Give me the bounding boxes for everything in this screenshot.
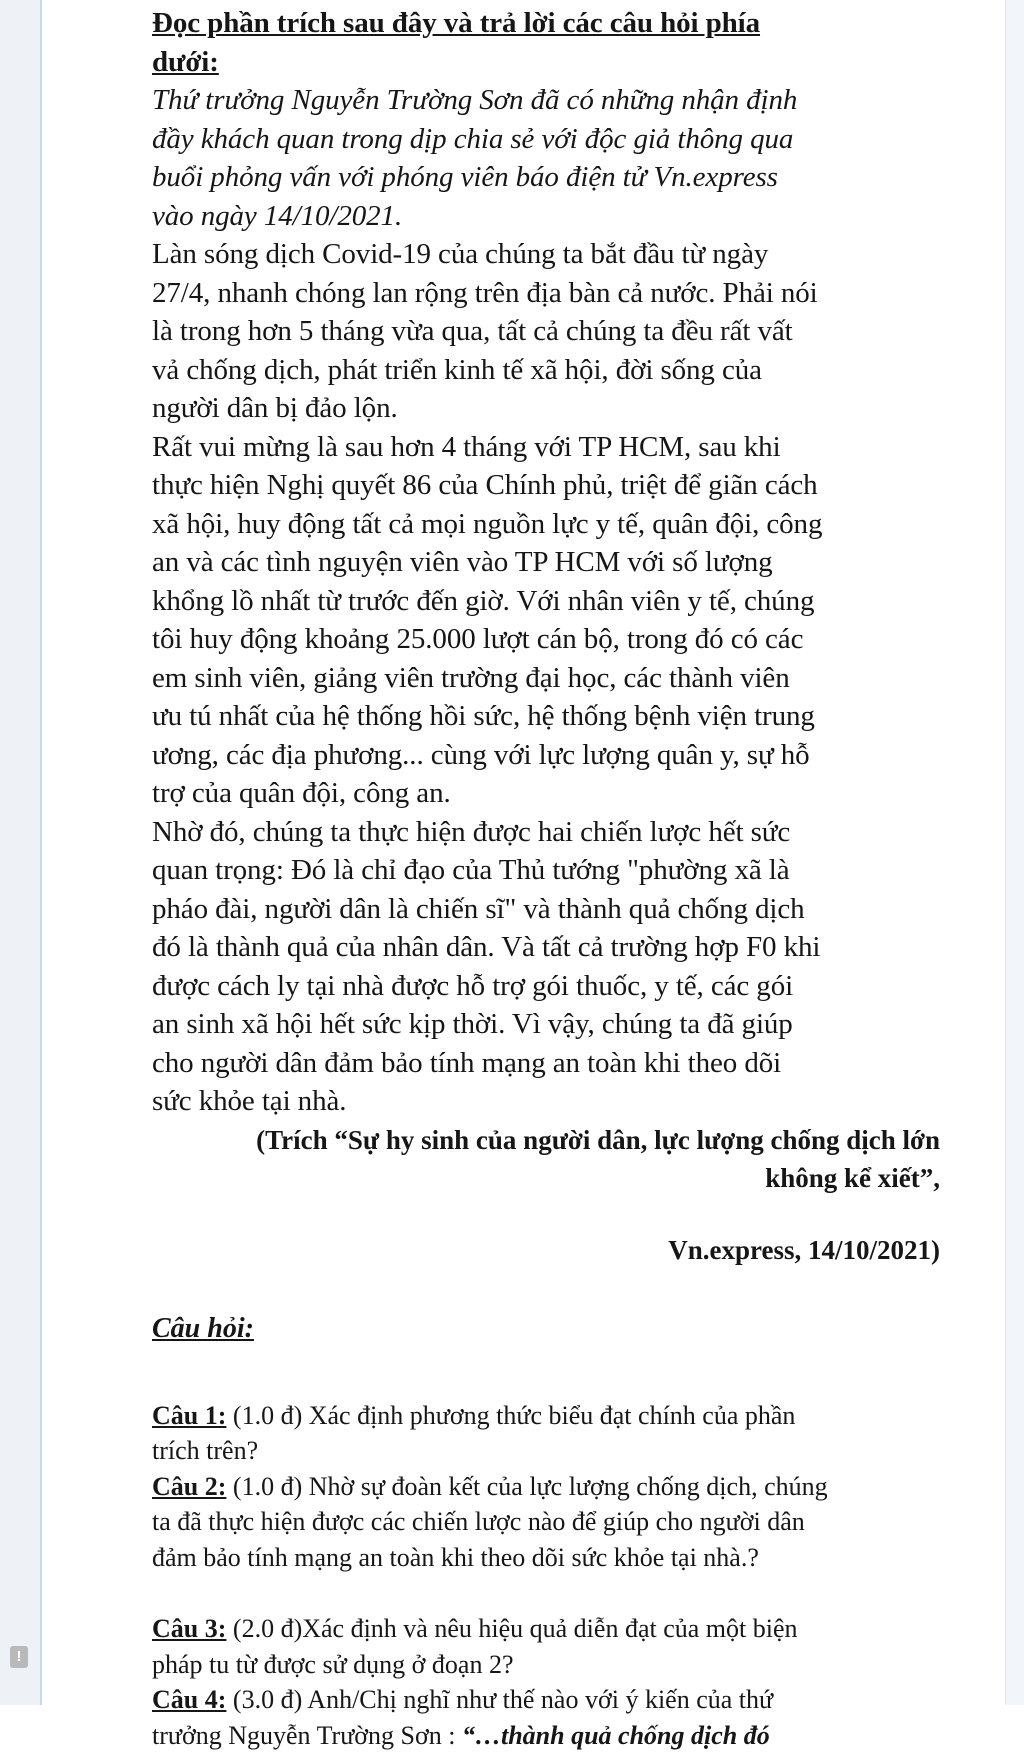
text-line: sức khỏe tại nhà. xyxy=(152,1085,347,1117)
question-label: Câu 1: xyxy=(152,1400,227,1430)
intro-italic-paragraph xyxy=(152,81,940,235)
question-text: trưởng Nguyễn Trường Sơn : xyxy=(152,1720,462,1750)
text-line: an sinh xã hội hết sức kịp thời. Vì vậy, chúng ta đã giúp xyxy=(152,1008,793,1040)
question-4 xyxy=(152,1682,940,1753)
intro-line: vào ngày 14/10/2021. xyxy=(152,199,403,232)
text-line: là trong hơn 5 tháng vừa qua, tất cả chúng ta đều rất vất xyxy=(152,315,793,347)
question-3 xyxy=(152,1611,940,1682)
text-line: Nhờ đó, chúng ta thực hiện được hai chiến lược hết sức xyxy=(152,815,791,848)
text-line: cho người dân đảm bảo tính mạng an toàn khi theo dõi xyxy=(152,1046,782,1079)
text-line: tôi huy động khoảng 25.000 lượt cán bộ, trong đó có các xyxy=(152,623,804,655)
text-line: Rất vui mừng là sau hơn 4 tháng với TP HCM, sau khi xyxy=(152,430,781,463)
right-margin xyxy=(1005,0,1024,1705)
left-margin xyxy=(0,0,42,1705)
question-2 xyxy=(152,1469,940,1576)
text-line: 27/4, nhanh chóng lan rộng trên địa bàn cả nước. Phải nói xyxy=(152,276,818,309)
question-text: pháp tu từ được sử dụng ở đoạn 2? xyxy=(152,1649,514,1679)
text-line: pháo đài, người dân là chiến sĩ" và thành quả chống dịch xyxy=(152,892,805,925)
quoted-excerpt: “…thành quả chống dịch đó xyxy=(461,1720,770,1750)
excerpt-paragraph-3 xyxy=(152,813,940,1121)
citation-line-2: không kể xiết”, xyxy=(765,1162,940,1193)
intro-line: buổi phỏng vấn với phóng viên báo điện tử Vn.express xyxy=(152,161,778,193)
text-line: được cách ly tại nhà được hỗ trợ gói thuốc, y tế, các gói xyxy=(152,969,794,1002)
questions-title: Câu hỏi: xyxy=(152,1312,254,1344)
instruction-heading-line-2: dưới: xyxy=(152,45,219,78)
text-line: đó là thành quả của nhân dân. Và tất cả trường hợp F0 khi xyxy=(152,931,821,963)
question-label: Câu 4: xyxy=(152,1685,227,1714)
text-line: thực hiện Nghị quyết 86 của Chính phủ, triệt để giãn cách xyxy=(152,469,818,501)
text-line: người dân bị đảo lộn. xyxy=(152,392,398,424)
text-line: Làn sóng dịch Covid-19 của chúng ta bắt đầu từ ngày xyxy=(152,238,769,270)
text-line: ương, các địa phương... cùng với lực lượng quân y, sự hỗ xyxy=(152,738,810,771)
question-text: ta đã thực hiện được các chiến lược nào để giúp cho người dân xyxy=(152,1507,805,1536)
text-line: ưu tú nhất của hệ thống hồi sức, hệ thống bệnh viện trung xyxy=(152,700,815,732)
question-label: Câu 3: xyxy=(152,1614,227,1643)
excerpt-paragraph-1 xyxy=(152,235,940,428)
question-text: đảm bảo tính mạng an toàn khi theo dõi sức khỏe tại nhà.? xyxy=(152,1542,759,1572)
question-text: (2.0 đ)Xác định và nêu hiệu quả diễn đạt của một biện xyxy=(226,1614,798,1643)
alert-icon[interactable]: ! xyxy=(10,1646,28,1668)
question-text: (1.0 đ) Nhờ sự đoàn kết của lực lượng chống dịch, chúng xyxy=(226,1471,828,1501)
citation-block xyxy=(152,1121,940,1269)
text-line: em sinh viên, giảng viên trường đại học, các thành viên xyxy=(152,661,790,694)
text-line: an và các tình nguyện viên vào TP HCM với số lượng xyxy=(152,546,773,578)
text-line: vả chống dịch, phát triển kinh tế xã hội, đời sống của xyxy=(152,353,762,386)
text-line: quan trọng: Đó là chỉ đạo của Thủ tướng "phường xã là xyxy=(152,854,790,886)
citation-line-1: (Trích “Sự hy sinh của người dân, lực lượng chống dịch lớn xyxy=(256,1124,940,1155)
text-line: trợ của quân đội, công an. xyxy=(152,777,451,809)
instruction-heading-line-1: Đọc phần trích sau đây và trả lời các câu hỏi phía xyxy=(152,7,761,39)
question-1 xyxy=(152,1398,940,1469)
intro-line: đầy khách quan trong dịp chia sẻ với độc giả thông qua xyxy=(152,122,794,155)
question-label: Câu 2: xyxy=(152,1471,227,1501)
citation-source: Vn.express, 14/10/2021) xyxy=(668,1234,940,1265)
question-text: (1.0 đ) Xác định phương thức biểu đạt chính của phần xyxy=(226,1400,796,1430)
intro-line: Thứ trưởng Nguyễn Trường Sơn đã có những nhận định xyxy=(152,84,798,116)
text-line: khổng lồ nhất từ trước đến giờ. Với nhân viên y tế, chúng xyxy=(152,584,815,617)
question-text: (3.0 đ) Anh/Chị nghĩ như thế nào với ý kiến của thứ xyxy=(226,1685,774,1714)
document-page xyxy=(152,4,940,1753)
question-text: trích trên? xyxy=(152,1436,259,1465)
excerpt-paragraph-2 xyxy=(152,428,940,813)
text-line: xã hội, huy động tất cả mọi nguồn lực y tế, quân đội, công xyxy=(152,507,823,540)
